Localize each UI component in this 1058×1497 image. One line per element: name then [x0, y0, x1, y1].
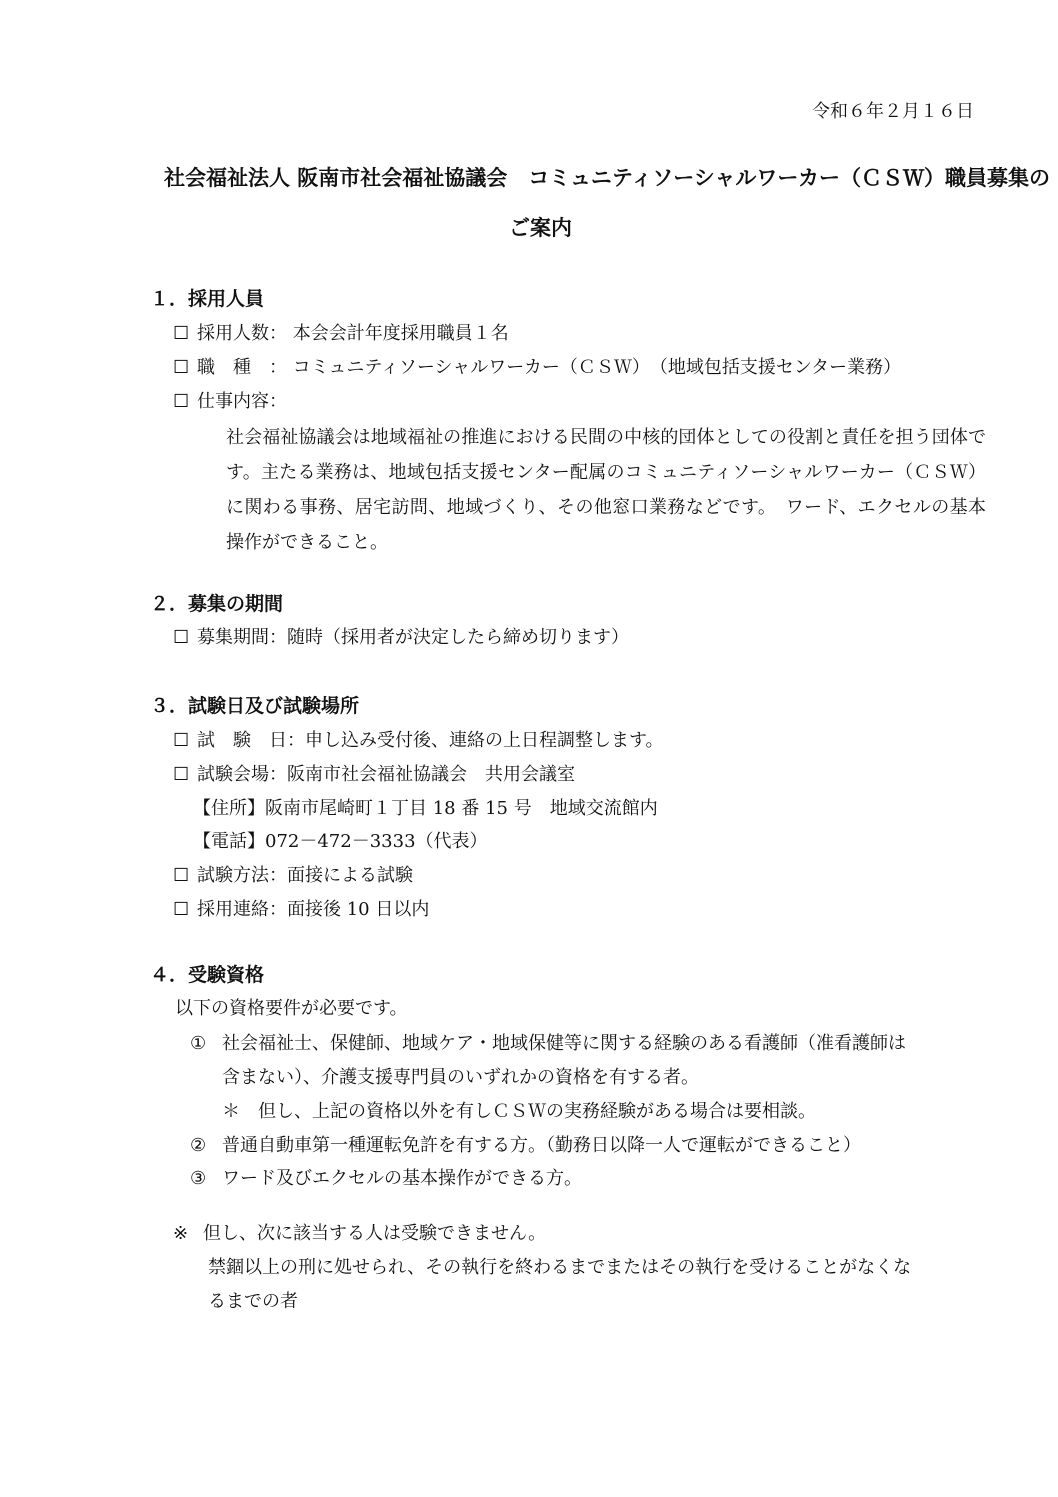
section-heading-period: ２．募集の期間: [150, 593, 284, 615]
checkbox-icon: ☐: [173, 730, 190, 751]
item-text: 試験会場：阪南市社会福祉協議会 共用会議室: [197, 764, 575, 785]
exclusion-note-text: 但し、次に該当する人は受験できません。: [203, 1223, 547, 1244]
exclusion-note: [173, 1222, 546, 1246]
section-heading-eligibility: ４．受験資格: [150, 964, 265, 986]
list-item: [173, 864, 413, 888]
checkbox-icon: ☐: [173, 627, 190, 648]
exam-address: 【住所】阪南市尾崎町１丁目 18 番 15 号 地域交流館内: [193, 798, 658, 819]
item-text: 採用人数： 本会会計年度採用職員１名: [197, 323, 509, 344]
checkbox-icon: ☐: [173, 357, 190, 378]
checkbox-icon: ☐: [173, 899, 190, 920]
item-text: 試 験 日：申し込み受付後、連絡の上日程調整します。: [197, 730, 664, 751]
requirement-number: ②: [190, 1135, 207, 1156]
checkbox-icon: ☐: [173, 865, 190, 886]
page-title-line2: ご案内: [509, 215, 572, 240]
requirement-text: 社会福祉士、保健師、地域ケア・地域保健等に関する経験のある看護師（准看護師は: [222, 1033, 906, 1054]
section-heading-exam: ３．試験日及び試験場所: [150, 695, 360, 717]
job-description: 社会福祉協議会は地域福祉の推進における民間の中核的団体としての役割と責任を担う団体です。主たる業務は、地域包括支援センター配属のコミュニティソーシャルワーカー（ＣＳＷ）に関わる事務、居宅訪問、地域づくり、その他窓口業務などです。 ワード、エクセルの基本操作ができること。: [226, 427, 986, 553]
requirement-item: [190, 1032, 906, 1056]
list-item: [173, 898, 429, 922]
list-item: [173, 729, 664, 753]
requirement-note: ＊ 但し、上記の資格以外を有しＣＳＷの実務経験がある場合は要相談。: [222, 1101, 816, 1122]
list-item: [173, 626, 629, 650]
document-date: 令和６年２月１６日: [812, 101, 974, 122]
list-item: [173, 356, 901, 380]
item-text: 採用連絡：面接後 10 日以内: [197, 899, 430, 920]
checkbox-icon: ☐: [173, 391, 190, 412]
item-text: 試験方法：面接による試験: [197, 865, 413, 886]
requirement-text: 普通自動車第一種運転免許を有する方。（勤務日以降一人で運転ができること）: [222, 1135, 861, 1156]
item-text: 募集期間：随時（採用者が決定したら締め切ります）: [197, 627, 629, 648]
list-item: [173, 390, 287, 414]
eligibility-intro: 以下の資格要件が必要です。: [175, 998, 408, 1019]
requirement-number: ③: [190, 1168, 207, 1189]
exclusion-detail-line2: るまでの者: [208, 1291, 298, 1312]
list-item: [173, 322, 509, 346]
page-title-line1: 社会福祉法人 阪南市社会福祉協議会 コミュニティソーシャルワーカー（ＣＳＷ）職員募集の: [164, 165, 1050, 190]
requirement-number: ①: [190, 1033, 207, 1054]
reference-mark: ※: [173, 1223, 189, 1244]
requirement-item: [190, 1134, 861, 1158]
requirement-item: [190, 1167, 582, 1191]
requirement-continuation: 含まない）、介護支援専門員のいずれかの資格を有する者。: [222, 1067, 699, 1088]
section-heading-recruitment: １．採用人員: [150, 288, 265, 310]
checkbox-icon: ☐: [173, 323, 190, 344]
item-text: 職 種 ： コミュニティソーシャルワーカー（ＣＳＷ） （地域包括支援センター業務）: [197, 357, 902, 378]
item-text: 仕事内容：: [197, 391, 287, 412]
list-item: [173, 763, 575, 787]
exam-phone: 【電話】072－472－3333（代表）: [193, 831, 488, 852]
checkbox-icon: ☐: [173, 764, 190, 785]
exclusion-detail-line1: 禁錮以上の刑に処せられ、その執行を終わるまでまたはその執行を受けることがなくな: [208, 1257, 912, 1278]
requirement-text: ワード及びエクセルの基本操作ができる方。: [222, 1168, 582, 1189]
